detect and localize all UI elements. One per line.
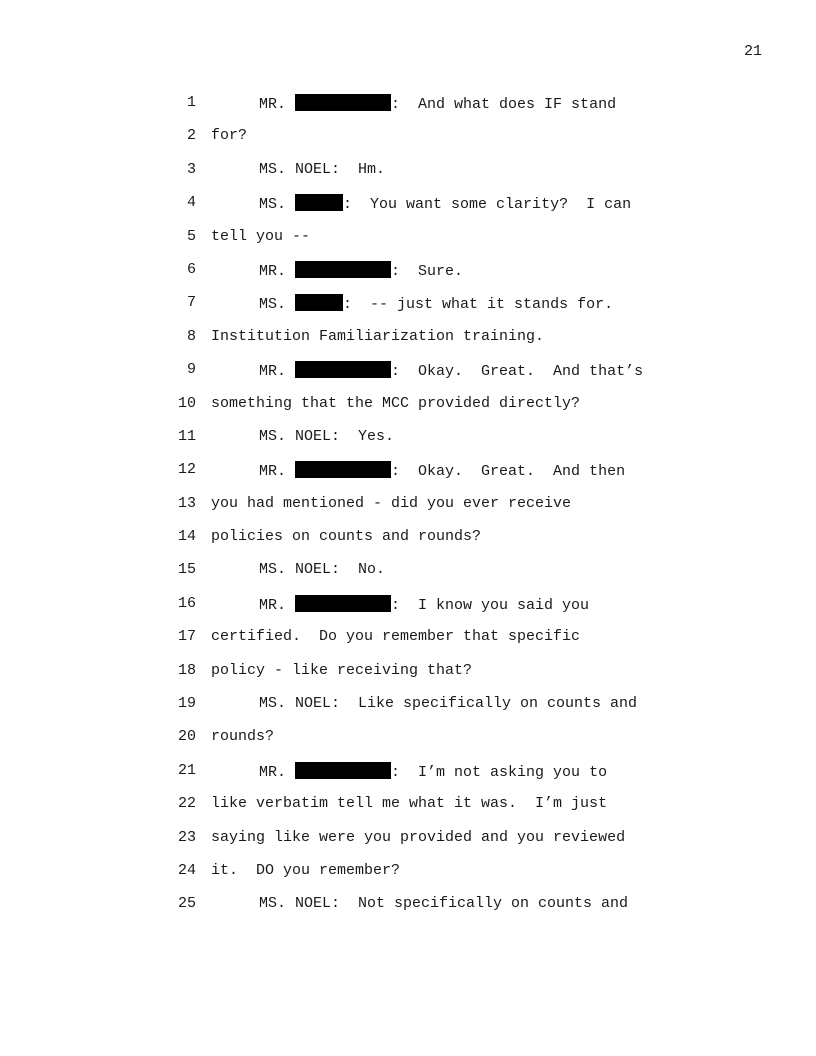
speech-text: : -- just what it stands for.: [343, 296, 614, 314]
speech-text: : Okay. Great. And then: [391, 463, 626, 481]
transcript-line: [0, 762, 816, 795]
line-number: 16: [177, 594, 196, 612]
line-number: 14: [177, 528, 196, 546]
line-number: 12: [177, 461, 196, 479]
line-text: [259, 194, 631, 214]
transcript-line: [0, 795, 816, 828]
transcript-line: [0, 561, 816, 594]
speaker-title: MR.: [259, 262, 287, 280]
line-text: [211, 862, 400, 880]
speaker-title: MS.: [259, 296, 287, 314]
transcript-body: [0, 94, 816, 929]
speech-text: like verbatim tell me what it was. I’m just: [211, 795, 608, 813]
speech-text: saying like were you provided and you reviewed: [211, 828, 626, 846]
speech-text: tell you --: [211, 227, 311, 245]
speech-text: MS. NOEL: Not specifically on counts and: [259, 895, 629, 913]
line-number: 3: [186, 160, 196, 178]
transcript-line: [0, 495, 816, 528]
transcript-line: [0, 662, 816, 695]
redaction-box: [295, 461, 391, 478]
transcript-line: [0, 261, 816, 294]
transcript-line: [0, 161, 816, 194]
transcript-line: [0, 695, 816, 728]
line-text: [259, 294, 613, 314]
speaker-title: MR.: [259, 463, 287, 481]
line-number: 19: [177, 695, 196, 713]
speech-text: policy - like receiving that?: [211, 661, 473, 679]
line-text: [259, 361, 643, 381]
line-text: [211, 495, 571, 513]
speaker-title: MR.: [259, 763, 287, 781]
line-number: 22: [177, 795, 196, 813]
line-number: 21: [177, 761, 196, 779]
line-number: 7: [186, 294, 196, 312]
line-text: [259, 895, 628, 913]
line-text: [259, 161, 385, 179]
transcript-line: [0, 728, 816, 761]
redaction-box: [295, 294, 343, 311]
transcript-line: [0, 294, 816, 327]
line-number: 10: [177, 394, 196, 412]
transcript-line: [0, 361, 816, 394]
transcript-line: [0, 395, 816, 428]
line-number: 17: [177, 628, 196, 646]
line-number: 24: [177, 861, 196, 879]
line-text: [211, 628, 580, 646]
speech-text: : And what does IF stand: [391, 96, 617, 113]
speech-text: certified. Do you remember that specific: [211, 628, 581, 646]
transcript-line: [0, 94, 816, 127]
speaker-title: MS.: [259, 196, 287, 214]
transcript-line: [0, 127, 816, 160]
transcript-line: [0, 895, 816, 928]
speech-text: : Sure.: [391, 262, 464, 280]
line-text: [211, 328, 544, 346]
line-text: [211, 127, 247, 145]
line-text: [211, 228, 310, 246]
line-text: [211, 829, 625, 847]
redaction-box: [295, 94, 391, 111]
speech-text: for?: [211, 127, 248, 145]
line-number: 20: [177, 728, 196, 746]
line-number: 18: [177, 661, 196, 679]
speech-text: MS. NOEL: No.: [259, 561, 386, 579]
line-text: [259, 695, 637, 713]
line-text: [259, 561, 385, 579]
speech-text: you had mentioned - did you ever receive: [211, 494, 572, 512]
line-text: [211, 395, 580, 413]
transcript-line: [0, 328, 816, 361]
transcript-line: [0, 862, 816, 895]
line-number: 8: [186, 327, 196, 345]
speaker-title: MR.: [259, 363, 287, 381]
speech-text: : Okay. Great. And that’s: [391, 363, 644, 381]
speech-text: something that the MCC provided directly?: [211, 394, 581, 412]
transcript-line: [0, 461, 816, 494]
speech-text: policies on counts and rounds?: [211, 528, 482, 546]
line-text: [259, 762, 607, 782]
transcript-line: [0, 194, 816, 227]
speaker-title: MR.: [259, 96, 287, 113]
line-number: 2: [186, 127, 196, 145]
line-number: 9: [186, 361, 196, 379]
transcript-line: [0, 228, 816, 261]
transcript-line: [0, 528, 816, 561]
redaction-box: [295, 595, 391, 612]
speech-text: MS. NOEL: Like specifically on counts and: [259, 695, 638, 713]
line-number: 25: [177, 895, 196, 913]
speech-text: : I know you said you: [391, 596, 590, 614]
line-number: 5: [186, 227, 196, 245]
line-number: 13: [177, 494, 196, 512]
speech-text: rounds?: [211, 728, 275, 746]
line-text: [211, 662, 472, 680]
line-number: 4: [186, 194, 196, 212]
line-number: 11: [177, 427, 196, 445]
line-text: [259, 94, 616, 114]
line-number: 6: [186, 260, 196, 278]
line-text: [259, 595, 589, 615]
line-text: [259, 428, 394, 446]
speech-text: MS. NOEL: Hm.: [259, 160, 386, 178]
transcript-line: [0, 628, 816, 661]
redaction-box: [295, 361, 391, 378]
speaker-title: MR.: [259, 596, 287, 614]
transcript-line: [0, 595, 816, 628]
line-number: 1: [186, 94, 196, 111]
transcript-line: [0, 428, 816, 461]
redaction-box: [295, 261, 391, 278]
redaction-box: [295, 194, 343, 211]
line-text: [211, 728, 274, 746]
speech-text: : You want some clarity? I can: [343, 196, 632, 214]
redaction-box: [295, 762, 391, 779]
speech-text: : I’m not asking you to: [391, 763, 608, 781]
transcript-line: [0, 829, 816, 862]
speech-text: it. DO you remember?: [211, 861, 401, 879]
speech-text: Institution Familiarization training.: [211, 327, 545, 345]
line-text: [211, 795, 607, 813]
line-number: 23: [177, 828, 196, 846]
page-number: 21: [743, 43, 762, 60]
line-text: [259, 461, 625, 481]
line-text: [211, 528, 481, 546]
line-number: 15: [177, 561, 196, 579]
line-text: [259, 261, 463, 281]
speech-text: MS. NOEL: Yes.: [259, 427, 395, 445]
